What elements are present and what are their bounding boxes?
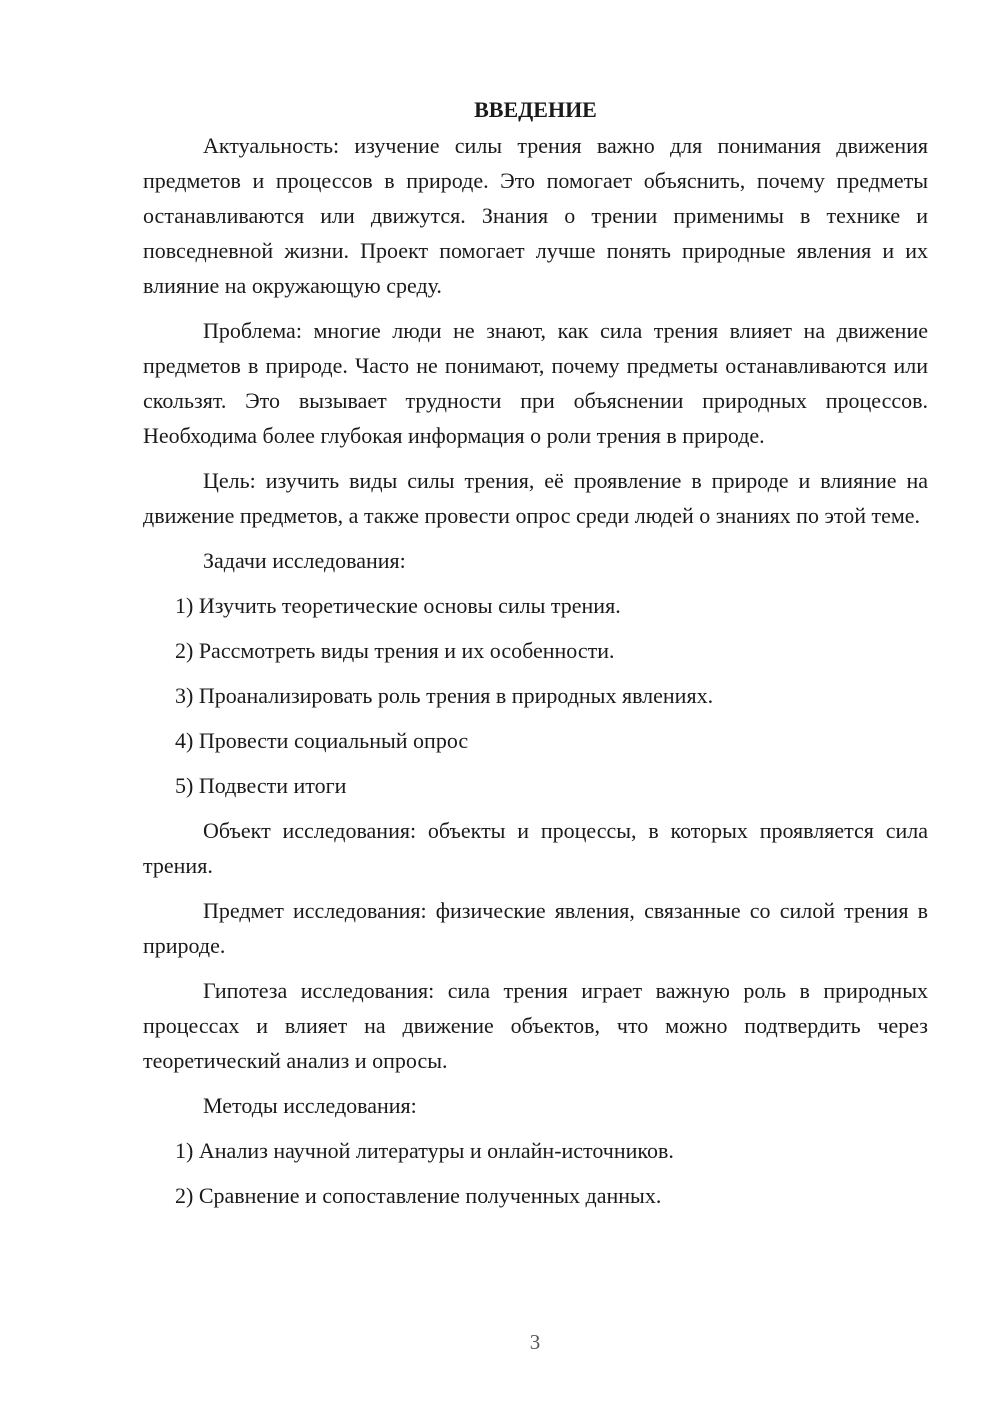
list-item: 2) Рассмотреть виды трения и их особенности. bbox=[175, 638, 615, 663]
object-paragraph: Объект исследования: объекты и процессы, в которых проявляется сила трения. bbox=[143, 818, 928, 878]
page-number: 3 bbox=[529, 1330, 541, 1354]
list-item: 4) Провести социальный опрос bbox=[175, 728, 469, 753]
page-title: ВВЕДЕНИЕ bbox=[474, 97, 597, 122]
methods-list bbox=[143, 1133, 928, 1213]
list-item: 3) Проанализировать роль трения в природных явлениях. bbox=[175, 683, 714, 708]
goal-paragraph: Цель: изучить виды силы трения, её проявление в природе и влияние на движение предметов, а также провести опрос среди людей о знаниях по этой теме. bbox=[143, 468, 928, 528]
methods-heading: Методы исследования: bbox=[203, 1093, 417, 1118]
list-item: 5) Подвести итоги bbox=[175, 773, 347, 798]
list-item: 1) Изучить теоретические основы силы трения. bbox=[175, 593, 621, 618]
subject-paragraph: Предмет исследования: физические явления, связанные со силой трения в природе. bbox=[143, 898, 928, 958]
list-item: 2) Сравнение и сопоставление полученных данных. bbox=[175, 1183, 662, 1208]
problem-paragraph: Проблема: многие люди не знают, как сила трения влияет на движение предметов в природе. Часто не понимают, почему предметы останавливаются или скользят. Это вызывает трудности при объяснении природных процессов. Необходима более глубокая информация о роли трения в природе. bbox=[143, 318, 928, 448]
hypothesis-paragraph: Гипотеза исследования: сила трения играет важную роль в природных процессах и влияет на движение объектов, что можно подтвердить через теоретический анализ и опросы. bbox=[143, 978, 928, 1073]
tasks-heading: Задачи исследования: bbox=[203, 548, 406, 573]
list-item: 1) Анализ научной литературы и онлайн-источников. bbox=[175, 1138, 674, 1163]
relevance-paragraph: Актуальность: изучение силы трения важно для понимания движения предметов и процессов в природе. Это помогает объяснить, почему предметы останавливаются или движутся. Знания о трении применимы в технике и повседневной жизни. Проект помогает лучше понять природные явления и их влияние на окружающую среду. bbox=[143, 133, 928, 298]
tasks-list bbox=[143, 588, 928, 803]
document-page bbox=[143, 92, 928, 1223]
